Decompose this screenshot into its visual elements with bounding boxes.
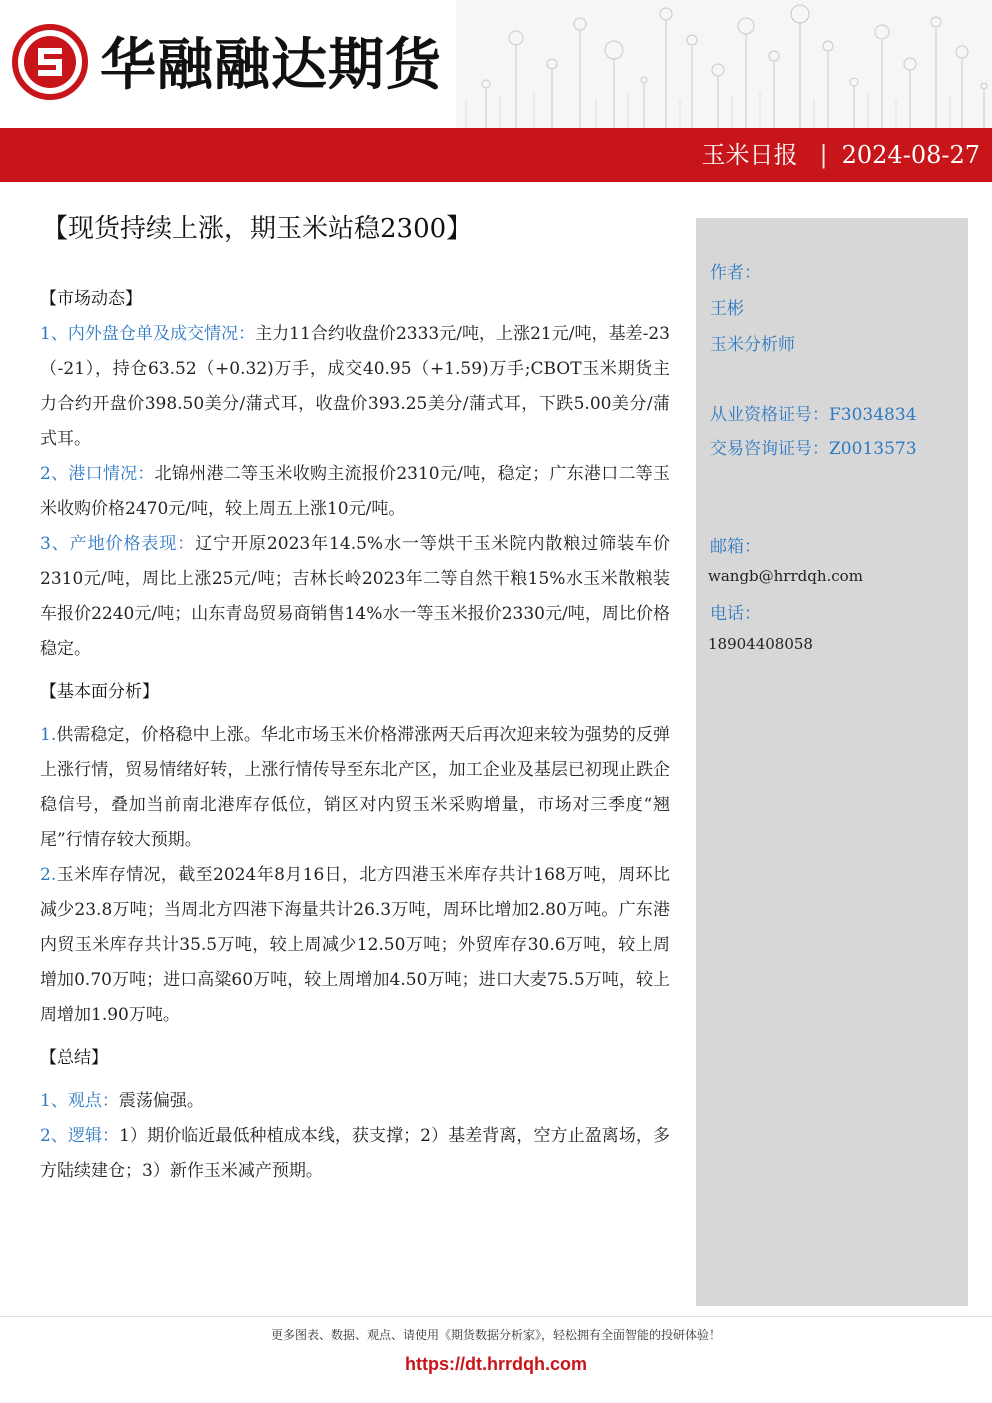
report-type: 玉米日报 [701,141,798,169]
header [0,0,992,128]
report-banner [0,128,992,182]
author-label: 作者： [710,263,761,283]
email-address[interactable]: wangb@hrrdqh.com [708,567,863,585]
footer-link[interactable]: https://dt.hrrdqh.com [405,1354,587,1374]
author-sidebar [696,218,968,1306]
footer-promo: 更多图表、数据、观点、请使用《期货数据分析家》，轻松拥有全面智能的投研体验！ [270,1328,721,1342]
section-heading-summary: 【总结】 [40,1048,108,1068]
fundamental-item: 2.玉米库存情况，截至2024年8月16日，北方四港玉米库存共计168万吨，周环比减少23.8万吨；当周北方四港下海量共计26.3万吨，周环比增加2.80万吨。广东港内贸玉米库存共计35.5万吨，较上周减少12.50万吨；外贸库存30.6万吨，较上周增加0.70万吨；进口高粱60万吨，较上周增加4.50万吨；进口大麦75.5万吨，较上周增加1.90万吨。 [40,865,670,1025]
summary-item: 2、逻辑：1）期价临近最低种植成本线，获支撑；2）基差背离，空方止盈离场，多方陆续建仓；3）新作玉米减产预期。 [40,1126,670,1181]
email-label: 邮箱： [710,537,761,557]
market-item: 1、内外盘仓单及成交情况：主力11合约收盘价2333元/吨，上涨21元/吨，基差-23（-21），持仓63.52（+0.32)万手，成交40.95（+1.59)万手;CBOT玉米期货主力合约开盘价398.50美分/蒲式耳，收盘价393.25美分/蒲式耳，下跌5.00美分/蒲式耳。 [40,324,670,449]
company-logo-icon [12,24,88,100]
author-name: 王彬 [710,299,744,319]
summary-item: 1、观点：震荡偏强。 [40,1091,204,1111]
fundamental-item: 1.供需稳定，价格稳中上涨。华北市场玉米价格滞涨两天后再次迎来较为强势的反弹上涨行情，贸易情绪好转，上涨行情传导至东北产区，加工企业及基层已初现止跌企稳信号，叠加当前南北港库存低位，销区对内贸玉米采购增量，市场对三季度“翘尾”行情存较大预期。 [40,725,670,850]
banner-divider: | [819,141,828,169]
brand-name: 华融融达期货 [100,33,442,98]
market-item: 2、港口情况：北锦州港二等玉米收购主流报价2310元/吨，稳定；广东港口二等玉米收购价格2470元/吨，较上周五上涨10元/吨。 [40,464,670,519]
consulting-number: 交易咨询证号：Z0013573 [710,439,917,459]
market-item: 3、产地价格表现：辽宁开原2023年14.5%水一等烘干玉米院内散粮过筛装车价2310元/吨，周比上涨25元/吨；吉林长岭2023年二等自然干粮15%水玉米散粮装车报价2240元/吨；山东青岛贸易商销售14%水一等玉米报价2330元/吨，周比价格稳定。 [40,534,670,659]
report-title: 【现货持续上涨，期玉米站稳2300】 [42,214,473,244]
qualification-number: 从业资格证号：F3034834 [710,405,917,425]
section-heading-market: 【市场动态】 [40,289,142,309]
phone-label: 电话： [710,604,761,624]
header-decoration [456,0,992,128]
author-title: 玉米分析师 [710,335,795,355]
main-content [40,282,670,1189]
section-heading-fundamental: 【基本面分析】 [40,682,159,702]
footer-divider [0,1316,992,1317]
report-date: 2024-08-27 [841,141,980,169]
phone-number: 18904408058 [708,635,813,653]
